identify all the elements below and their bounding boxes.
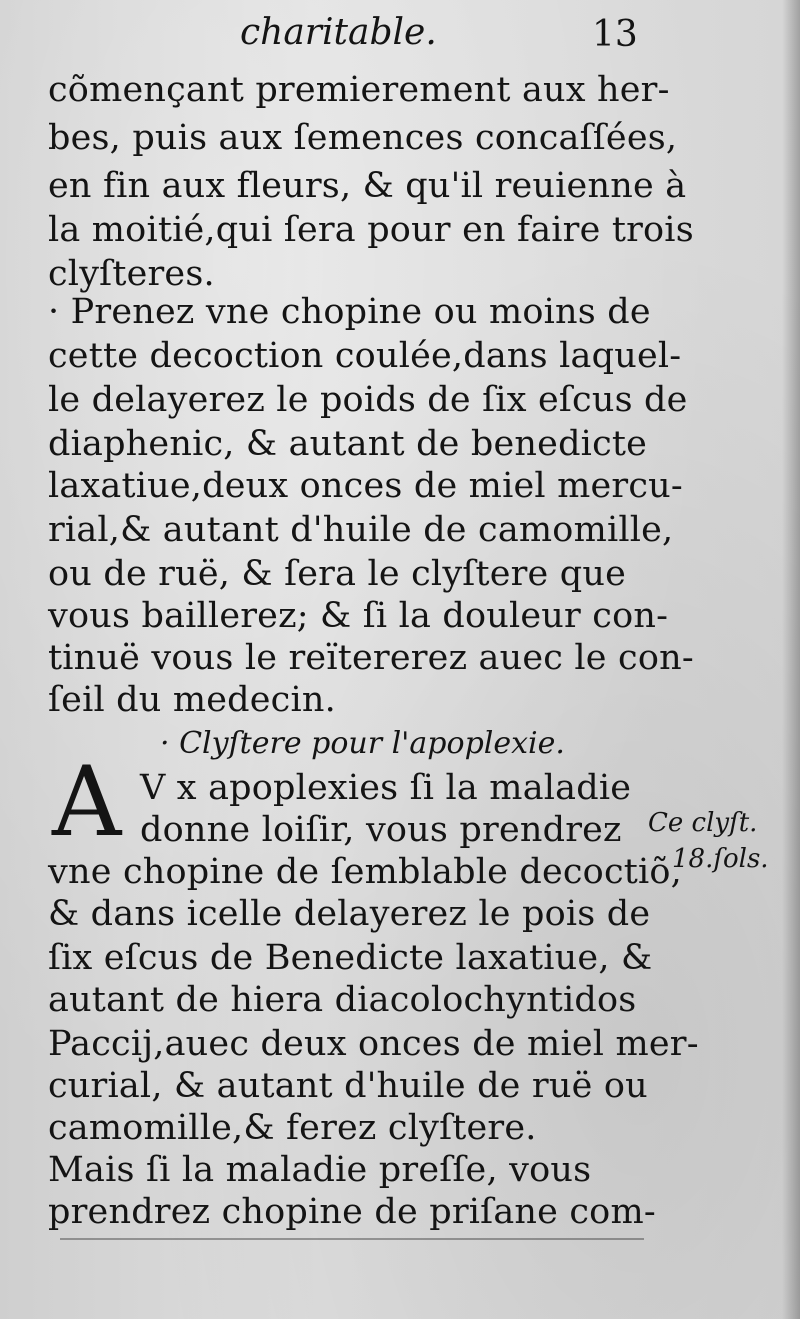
text-line: Paccij,auec deux onces de miel mer- [48,1024,699,1064]
margin-note-line-1: Ce clyſt. [648,808,758,838]
text-line: curial, & autant d'huile de ruë ou [48,1066,648,1106]
text-line: bes, puis aux ſemences concaſſées, [48,118,678,158]
text-line: vne chopine de ſemblable decoctiõ, [48,852,682,892]
page-number: 13 [592,14,638,55]
page-gutter-shadow [782,0,800,1319]
running-header: charitable. [240,12,437,53]
text-line: rial,& autant d'huile de camomille, [48,510,674,550]
text-line: ou de ruë, & ſera le clyſtere que [48,554,627,594]
text-line: vous baillerez; & ſi la douleur con- [48,596,669,636]
drop-cap: A [52,746,122,858]
section-heading: · Clyſtere pour l'apoplexie. [160,726,565,761]
text-line: tinuë vous le reïtererez auec le con- [48,638,694,678]
text-line: la moitié,qui ſera pour en faire trois [48,210,694,250]
bottom-rule [60,1238,644,1240]
text-line: V x apoplexies ſi la maladie [140,768,632,808]
text-line: donne loiſir, vous prendrez [140,810,622,850]
margin-note-line-2: 18.ſols. [672,844,769,874]
text-line: clyſteres. [48,254,215,294]
text-line: prendrez chopine de priſane com- [48,1192,656,1232]
text-line: camomille,& ferez clyſtere. [48,1108,537,1148]
text-line: ſeil du medecin. [48,680,336,720]
text-line: cõmençant premierement aux her- [48,70,670,110]
text-line: · Prenez vne chopine ou moins de [48,292,651,332]
text-line: le delayerez le poids de ſix eſcus de [48,380,688,420]
text-line: & dans icelle delayerez le pois de [48,894,651,934]
text-line: diaphenic, & autant de benedicte [48,424,648,464]
text-line: autant de hiera diacolochyntidos [48,980,637,1020]
text-line: laxatiue,deux onces de miel mercu- [48,466,683,506]
text-line: Mais ſi la maladie preſſe, vous [48,1150,592,1190]
text-line: ſix eſcus de Benedicte laxatiue, & [48,938,653,978]
text-line: en fin aux fleurs, & qu'il reuienne à [48,166,687,206]
text-line: cette decoction coulée,dans laquel- [48,336,682,376]
